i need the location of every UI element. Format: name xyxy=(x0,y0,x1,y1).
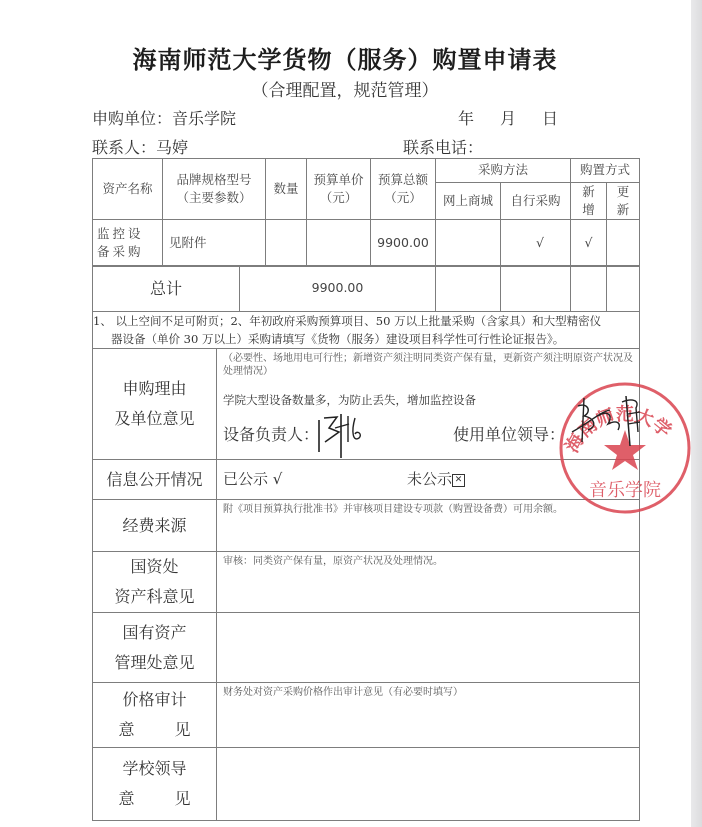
header-brand-model-line1: 品牌规格型号 xyxy=(176,172,252,187)
notes xyxy=(93,312,640,349)
header-method-self: 自行采购 xyxy=(501,183,571,220)
reason-label-line2: 及单位意见 xyxy=(114,409,195,428)
price-audit-label xyxy=(93,683,217,748)
cell-type-replace xyxy=(607,220,640,267)
state-asset-label-line2: 管理处意见 xyxy=(114,652,195,672)
notes-row xyxy=(93,312,640,349)
cell-type-new: √ xyxy=(571,220,607,267)
cell-brand-model: 见附件 xyxy=(163,220,266,267)
date-month: 月 xyxy=(500,109,517,128)
school-leader-content-cell[interactable] xyxy=(217,748,640,821)
label-char: 意 xyxy=(118,789,135,808)
svg-text:音乐学院: 音乐学院 xyxy=(589,480,661,501)
price-audit-row xyxy=(93,683,640,748)
asset-section-label-line2: 资产科意见 xyxy=(114,587,195,606)
applicant-unit xyxy=(92,106,236,129)
contact-person xyxy=(92,135,188,158)
reason-text: 学院大型设备数量多，为防止丢失，增加监控设备 xyxy=(223,393,476,407)
contact-name: 马婷 xyxy=(156,138,189,157)
items-table xyxy=(92,158,640,267)
header-brand-model-line2: （主要参数） xyxy=(176,190,252,206)
total-value: 9900.00 xyxy=(240,266,436,312)
header-method-group: 采购方法 xyxy=(436,159,571,183)
price-audit-label-line1: 价格审计 xyxy=(122,690,187,709)
state-asset-row xyxy=(93,613,640,683)
applicant-unit-value: 音乐学院 xyxy=(172,109,237,128)
school-leader-label xyxy=(93,748,217,821)
header-type-new-line2: 增 xyxy=(582,202,595,218)
unit-leader-signature xyxy=(570,392,650,452)
cell-asset-name: 监控设备采购 xyxy=(93,220,163,267)
contact-phone xyxy=(403,135,483,158)
price-audit-content-cell[interactable] xyxy=(217,683,640,748)
price-audit-hint: 财务处对资产采购价格作出审计意见（有必要时填写） xyxy=(223,687,463,698)
header-type-new-line1: 新 xyxy=(582,184,595,199)
applicant-unit-label: 申购单位： xyxy=(92,109,173,128)
checkbox-x-icon[interactable]: ✕ xyxy=(452,474,465,487)
total-empty-4 xyxy=(607,266,640,312)
reason-hint: （必要性、场地用电可行性；新增资产须注明同类资产保有量，更新资产须注明原资产状况及处理情况） xyxy=(223,353,633,377)
asset-section-label-line1: 国资处 xyxy=(130,557,179,576)
header-type-replace-line1: 更 xyxy=(616,184,630,199)
header-unit-price-line2: （元） xyxy=(319,190,358,206)
state-asset-label-line1: 国有资产 xyxy=(122,622,187,642)
header-unit-price-line1: 预算单价 xyxy=(313,172,364,187)
school-leader-label-line2 xyxy=(119,784,191,814)
notes-line1: 1、 以上空间不足可附页；2、年初政府采购预算项目、50 万以上批量采购（含家具）和大型精密仪 xyxy=(93,314,602,328)
total-table xyxy=(92,265,640,312)
contact-label: 联系人： xyxy=(92,138,157,157)
price-audit-label-line2 xyxy=(119,715,191,745)
cell-method-self: √ xyxy=(501,220,571,267)
unit-leader-label: 使用单位领导： xyxy=(453,425,566,444)
school-leader-hint xyxy=(217,748,639,751)
date-field xyxy=(458,106,558,129)
header-type-group: 购置方式 xyxy=(571,159,640,183)
not-published-option[interactable] xyxy=(407,468,465,489)
table-row xyxy=(93,220,640,267)
total-label: 总计 xyxy=(93,266,240,312)
school-leader-row xyxy=(93,748,640,821)
asset-section-hint: 审核：同类资产保有量，原资产状况及处理情况。 xyxy=(223,556,443,567)
asset-section-content-cell[interactable] xyxy=(217,552,640,613)
header-total-line1: 预算总额 xyxy=(377,172,428,187)
reason-label xyxy=(93,349,217,460)
funding-label: 经费来源 xyxy=(93,500,217,552)
header-row xyxy=(93,159,640,183)
school-leader-label-line1: 学校领导 xyxy=(122,759,187,778)
header-total-line2: （元） xyxy=(384,190,422,206)
label-char: 见 xyxy=(174,720,191,739)
total-row xyxy=(93,266,640,312)
header-quantity: 数量 xyxy=(266,159,307,220)
published-option[interactable]: 已公示 √ xyxy=(223,470,283,488)
label-char: 意 xyxy=(118,720,135,739)
header-asset-name: 资产名称 xyxy=(93,159,163,220)
reason-label-line1: 申购理由 xyxy=(122,379,187,398)
header-unit-price xyxy=(307,159,371,220)
state-asset-content-cell[interactable] xyxy=(217,613,640,683)
cell-quantity xyxy=(266,220,307,267)
state-asset-hint xyxy=(217,613,639,616)
state-asset-label xyxy=(93,613,217,683)
total-empty-1 xyxy=(436,266,501,312)
svg-text:海南师范大学: 海南师范大学 xyxy=(561,404,676,457)
not-published-label: 未公示 xyxy=(407,470,453,488)
label-char: 见 xyxy=(174,789,191,808)
header-method-online: 网上商城 xyxy=(436,183,501,220)
total-empty-3 xyxy=(571,266,607,312)
form-title: 海南师范大学货物（服务）购置申请表 xyxy=(132,46,558,74)
header-type-new xyxy=(571,183,607,220)
disclosure-label: 信息公开情况 xyxy=(93,460,217,500)
total-empty-2 xyxy=(501,266,571,312)
cell-unit-price xyxy=(307,220,371,267)
notes-line2: 器设备（单价 30 万以上）采购请填写《货物（服务）建设项目科学性可行性论证报告》。 xyxy=(111,332,565,346)
asset-section-label xyxy=(93,552,217,613)
header-total xyxy=(371,159,436,220)
equipment-manager-signature xyxy=(315,412,365,460)
form-subtitle: （合理配置，规范管理） xyxy=(251,81,439,101)
asset-section-row xyxy=(93,552,640,613)
funding-hint: 附《项目预算执行批准书》并审核项目建设专项款（购置设备费）可用余额。 xyxy=(223,504,563,515)
date-day: 日 xyxy=(542,109,559,128)
equipment-manager-label: 设备负责人： xyxy=(223,425,320,444)
header-type-replace-line2: 新 xyxy=(616,202,630,218)
header-brand-model xyxy=(163,159,266,220)
date-year: 年 xyxy=(458,109,475,128)
phone-label: 联系电话： xyxy=(403,138,484,157)
cell-method-online xyxy=(436,220,501,267)
header-type-replace xyxy=(607,183,640,220)
cell-total: 9900.00 xyxy=(371,220,436,267)
